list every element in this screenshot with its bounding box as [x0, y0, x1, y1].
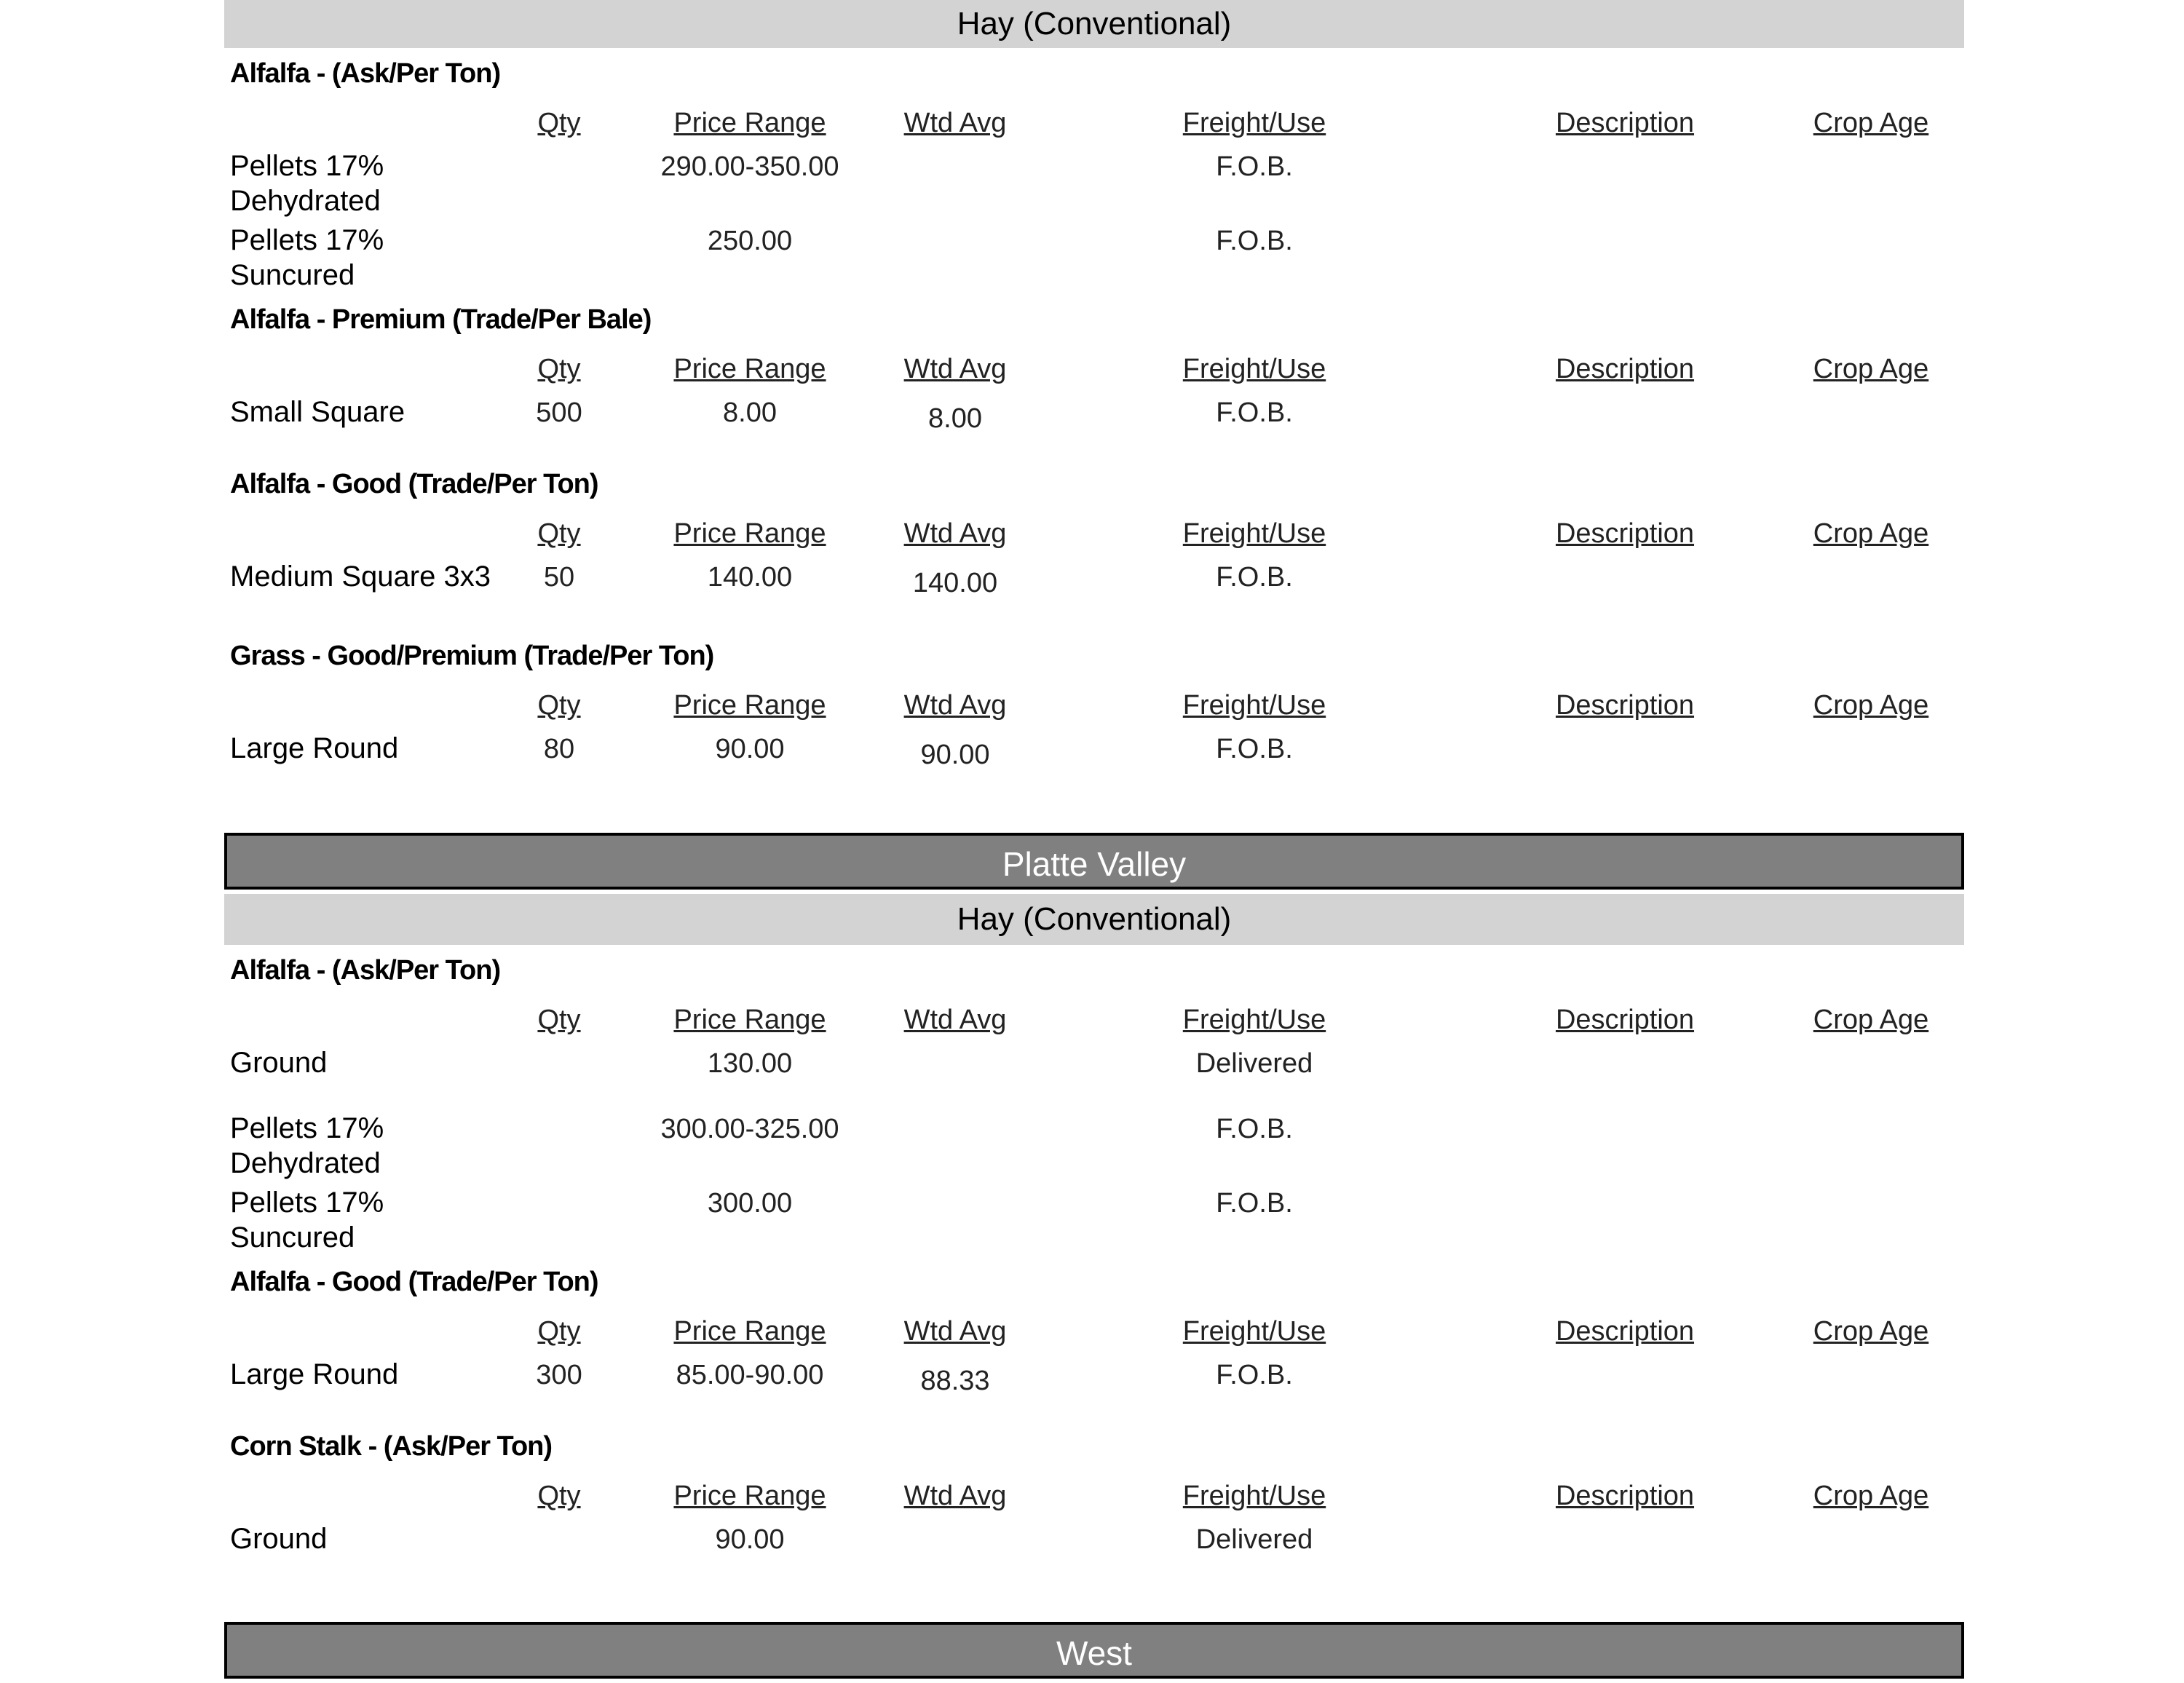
item-name: Large Round [230, 1358, 399, 1390]
price-range-header: Price Range [673, 1481, 826, 1511]
wtd-avg-header: Wtd Avg [903, 518, 1007, 549]
crop-age-header: Crop Age [1813, 1481, 1929, 1511]
freight-use-cell: Delivered [1195, 1048, 1313, 1079]
price-range-cell: 90.00 [715, 734, 785, 764]
price-range-header: Price Range [673, 1316, 826, 1347]
hay-conventional-banner: Hay (Conventional) [224, 894, 1964, 945]
freight-use-cell: F.O.B. [1216, 397, 1293, 428]
wtd-avg-header: Wtd Avg [903, 354, 1007, 384]
section-title: Alfalfa - Good (Trade/Per Ton) [230, 469, 598, 499]
qty-header: Qty [537, 690, 581, 721]
description-header: Description [1555, 108, 1695, 138]
item-name: Large Round [230, 732, 399, 764]
freight-use-header: Freight/Use [1182, 354, 1326, 384]
price-range-cell: 250.00 [707, 226, 793, 256]
crop-age-header: Crop Age [1813, 518, 1929, 549]
crop-age-header: Crop Age [1813, 690, 1929, 721]
wtd-avg-header: Wtd Avg [903, 108, 1007, 138]
price-range-cell: 8.00 [723, 397, 777, 428]
price-range-header: Price Range [673, 1005, 826, 1035]
item-name: Small Square [230, 396, 405, 428]
freight-use-cell: F.O.B. [1216, 151, 1293, 182]
price-range-cell: 85.00-90.00 [676, 1360, 824, 1390]
freight-use-cell: F.O.B. [1216, 1360, 1293, 1390]
price-range-cell: 290.00-350.00 [660, 151, 839, 182]
price-range-header: Price Range [673, 690, 826, 721]
price-range-cell: 90.00 [715, 1524, 785, 1555]
section-title: Alfalfa - (Ask/Per Ton) [230, 955, 501, 986]
qty-header: Qty [537, 1005, 581, 1035]
item-name: Medium Square 3x3 [230, 561, 491, 593]
freight-use-cell: F.O.B. [1216, 562, 1293, 593]
description-header: Description [1555, 1005, 1695, 1035]
section-title: Grass - Good/Premium (Trade/Per Ton) [230, 641, 714, 671]
section-title: Alfalfa - Good (Trade/Per Ton) [230, 1267, 598, 1297]
crop-age-header: Crop Age [1813, 108, 1929, 138]
freight-use-cell: F.O.B. [1216, 734, 1293, 764]
crop-age-header: Crop Age [1813, 1005, 1929, 1035]
qty-cell: 50 [543, 562, 575, 593]
qty-header: Qty [537, 1316, 581, 1347]
price-range-cell: 300.00-325.00 [660, 1114, 839, 1144]
region-banner-west: West [224, 1622, 1964, 1679]
item-name: Pellets 17% Suncured [230, 1187, 384, 1254]
item-name: Pellets 17% Dehydrated [230, 150, 384, 217]
freight-use-cell: F.O.B. [1216, 1188, 1293, 1219]
freight-use-header: Freight/Use [1182, 108, 1326, 138]
region-banner-platte-valley: Platte Valley [224, 833, 1964, 890]
crop-age-header: Crop Age [1813, 354, 1929, 384]
qty-header: Qty [537, 108, 581, 138]
freight-use-header: Freight/Use [1182, 690, 1326, 721]
freight-use-cell: F.O.B. [1216, 226, 1293, 256]
qty-cell: 300 [536, 1360, 582, 1390]
crop-age-header: Crop Age [1813, 1316, 1929, 1347]
qty-cell: 500 [536, 397, 582, 428]
price-range-cell: 300.00 [707, 1188, 793, 1219]
wtd-avg-header: Wtd Avg [903, 690, 1007, 721]
price-range-header: Price Range [673, 354, 826, 384]
item-name: Ground [230, 1523, 328, 1555]
price-range-header: Price Range [673, 518, 826, 549]
hay-conventional-banner: Hay (Conventional) [224, 0, 1964, 48]
freight-use-header: Freight/Use [1182, 518, 1326, 549]
qty-header: Qty [537, 518, 581, 549]
freight-use-header: Freight/Use [1182, 1481, 1326, 1511]
wtd-avg-header: Wtd Avg [903, 1005, 1007, 1035]
freight-use-header: Freight/Use [1182, 1005, 1326, 1035]
item-name: Ground [230, 1047, 328, 1079]
price-range-header: Price Range [673, 108, 826, 138]
description-header: Description [1555, 518, 1695, 549]
freight-use-cell: Delivered [1195, 1524, 1313, 1555]
price-range-cell: 130.00 [707, 1048, 793, 1079]
description-header: Description [1555, 1316, 1695, 1347]
wtd-avg-header: Wtd Avg [903, 1316, 1007, 1347]
freight-use-cell: F.O.B. [1216, 1114, 1293, 1144]
section-title: Corn Stalk - (Ask/Per Ton) [230, 1431, 553, 1462]
qty-cell: 80 [543, 734, 575, 764]
section-title: Alfalfa - (Ask/Per Ton) [230, 58, 501, 89]
price-range-cell: 140.00 [707, 562, 793, 593]
wtd-avg-cell: 90.00 [920, 740, 990, 770]
wtd-avg-cell: 88.33 [920, 1366, 990, 1396]
wtd-avg-cell: 8.00 [928, 403, 982, 434]
wtd-avg-cell: 140.00 [912, 568, 998, 598]
wtd-avg-header: Wtd Avg [903, 1481, 1007, 1511]
item-name: Pellets 17% Suncured [230, 224, 384, 291]
item-name: Pellets 17% Dehydrated [230, 1112, 384, 1179]
qty-header: Qty [537, 354, 581, 384]
section-title: Alfalfa - Premium (Trade/Per Bale) [230, 304, 652, 335]
description-header: Description [1555, 1481, 1695, 1511]
description-header: Description [1555, 354, 1695, 384]
qty-header: Qty [537, 1481, 581, 1511]
description-header: Description [1555, 690, 1695, 721]
freight-use-header: Freight/Use [1182, 1316, 1326, 1347]
